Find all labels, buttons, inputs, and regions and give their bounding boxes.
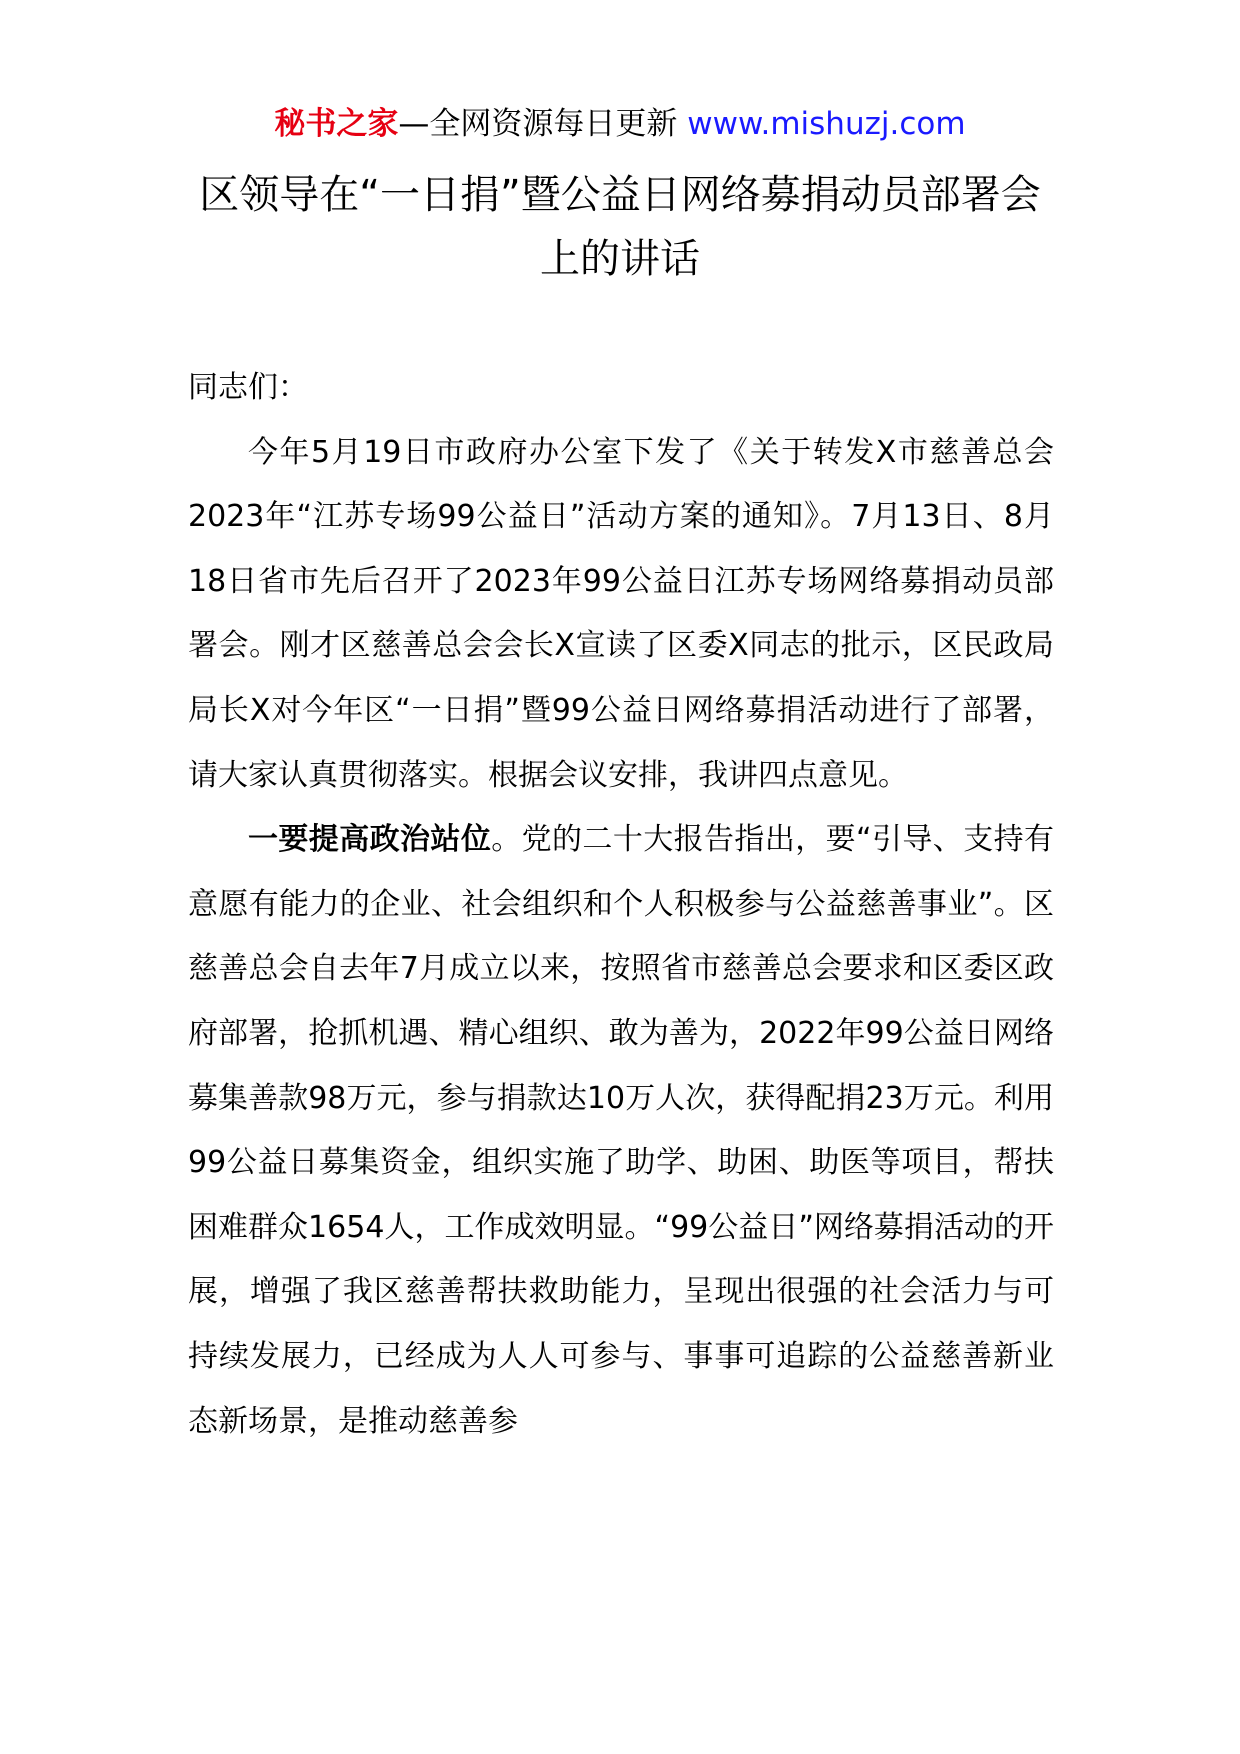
paragraph-1: 今年5月19日市政府办公室下发了《关于转发X市慈善总会2023年“江苏专场99公益日”活动方案的通知》。7月13日、8月18日省市先后召开了2023年99公益日江苏专场网络募捐动员部署会。刚才区慈善总会会长X宣读了区委X同志的批示，区民政局局长X对今年区“一日捐”暨99公益日网络募捐活动进行了部署，请大家认真贯彻落实。根据会议安排，我讲四点意见。 (188, 434, 1054, 793)
document-title: 区领导在“一日捐”暨公益日网络募捐动员部署会上的讲话 (199, 172, 1041, 282)
paragraph-2 (188, 808, 1054, 1454)
paragraph-2-text: 。党的二十大报告指出，要“引导、支持有意愿有能力的企业、社会组织和个人积极参与公益慈善事业”。区慈善总会自去年7月成立以来，按照省市慈善总会要求和区委区政府部署，抢抓机遇、精心组织、敢为善为，2022年99公益日网络募集善款98万元，参与捐款达10万人次，获得配捐23万元。利用99公益日募集资金，组织实施了助学、助困、助医等项目，帮扶困难群众1654人，工作成效明显。“99公益日”网络募捐活动的开展，增强了我区慈善帮扶救助能力，呈现出很强的社会活力与可持续发展力，已经成为人人可参与、事事可追踪的公益慈善新业态新场景，是推动慈善参 (188, 822, 1054, 1439)
paragraph-2-lead: 一要提高政治站位 (248, 822, 492, 858)
site-header (0, 102, 1240, 146)
document-body (188, 356, 1054, 1454)
site-url[interactable]: www.mishuzj.com (677, 106, 966, 142)
header-slogan: —全网资源每日更新 (398, 106, 678, 142)
salutation: 同志们： (188, 370, 308, 405)
brand-name: 秘书之家 (274, 106, 399, 142)
